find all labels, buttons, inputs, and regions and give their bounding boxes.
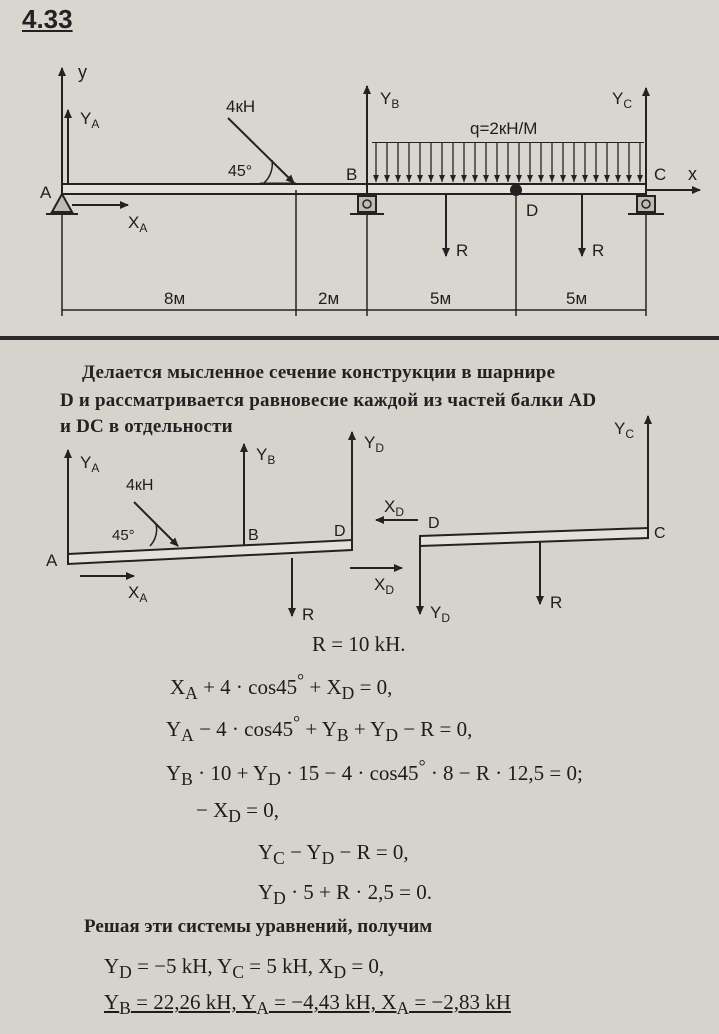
svg-text:YD: $Y_D$ — [364, 433, 385, 455]
distributed-load — [376, 143, 640, 182]
svg-text:C: C — [654, 525, 666, 542]
svg-text:C: C — [654, 165, 667, 184]
svg-text:XD: $X_D$ — [384, 497, 405, 519]
svg-text:XD: $X_D$ — [374, 575, 395, 597]
dim-5m-a: 5м — [430, 289, 452, 308]
svg-text:D: D — [526, 201, 539, 220]
dim-2m: 2м — [318, 289, 340, 308]
svg-text:XA: $X_A$ — [128, 583, 148, 605]
svg-text:45°: 45° — [228, 163, 253, 180]
svg-text:YB: $Y_B$ — [380, 89, 400, 111]
beam-ad — [68, 540, 352, 564]
beam-diagram-panel — [0, 0, 719, 336]
solution-panel — [0, 340, 719, 1034]
svg-text:4кН: 4кН — [226, 97, 256, 116]
r-value: R = 10 kH. — [312, 632, 406, 656]
svg-text:45°: 45° — [112, 527, 135, 544]
svg-text:R: R — [302, 605, 315, 624]
beam-diagram — [0, 0, 719, 336]
svg-text:A: A — [46, 551, 58, 570]
svg-text:YD: $Y_D$ — [430, 603, 451, 625]
support-b — [358, 196, 376, 212]
paragraph-line-3: и DC в отдельности — [60, 416, 233, 437]
dim-5m-b: 5м — [566, 289, 588, 308]
equation-2: $Y_A - 4 \cdot \cos 45^\circ + Y_B + Y_D - R = 0$, — [166, 712, 473, 746]
paragraph-line-2: D и рассматривается равновесие каждой из частей балки AD — [60, 390, 597, 411]
svg-text:A: A — [40, 183, 52, 202]
result-1: $Y_D = -5$ kH, $Y_C = 5$ kH, $X_D = 0$, — [104, 954, 385, 983]
svg-text:D: D — [334, 523, 346, 540]
paragraph-line-1: Делается мысленное сечение конструкции в шарнире — [82, 362, 556, 383]
free-body-diagrams — [0, 340, 719, 640]
equation-5: $Y_C - Y_D - R = 0$, — [258, 840, 409, 869]
svg-text:YA: $Y_A$ — [80, 109, 100, 131]
beam — [62, 184, 646, 194]
equation-1: $X_A + 4 \cdot \cos 45^\circ + X_D = 0$, — [170, 670, 393, 704]
svg-text:YB: $Y_B$ — [256, 445, 276, 467]
hinge-d — [510, 184, 522, 196]
equation-3: $Y_B \cdot 10 + Y_D \cdot 15 - 4 \cdot \cos 45^\circ \cdot 8 - R \cdot 12,5 = 0$; — [166, 756, 583, 790]
svg-text:R: R — [550, 593, 563, 612]
svg-text:R: R — [456, 241, 469, 260]
svg-text:q=2кН/М: q=2кН/М — [470, 119, 538, 138]
y-axis-label: y — [78, 62, 87, 82]
svg-text:YC: $Y_C$ — [614, 419, 635, 441]
svg-text:YC: $Y_C$ — [612, 89, 633, 111]
svg-text:YA: $Y_A$ — [80, 453, 100, 475]
equation-6: $Y_D \cdot 5 + R \cdot 2,5 = 0$. — [258, 880, 432, 909]
svg-text:B: B — [248, 527, 259, 544]
result-2: $Y_B = 22,26$ kH, $Y_A = -4,43$ kH, $X_A = -2,83$ kH — [104, 990, 511, 1019]
svg-text:x: x — [688, 164, 697, 184]
support-a — [52, 194, 72, 212]
problem-number: 4.33 — [22, 4, 73, 34]
svg-text:B: B — [346, 165, 358, 184]
dimension-lines — [62, 190, 646, 316]
equation-4: − $X_D = 0$, — [196, 798, 279, 827]
beam-dc — [420, 528, 648, 546]
svg-text:4кН: 4кН — [126, 477, 154, 494]
dim-8m: 8м — [164, 289, 186, 308]
svg-text:D: D — [428, 515, 440, 532]
svg-text:R: R — [592, 241, 605, 260]
conclusion-text: Решая эти системы уравнений, получим — [84, 916, 433, 937]
support-c — [637, 196, 655, 212]
svg-text:XA: $X_A$ — [128, 213, 148, 235]
